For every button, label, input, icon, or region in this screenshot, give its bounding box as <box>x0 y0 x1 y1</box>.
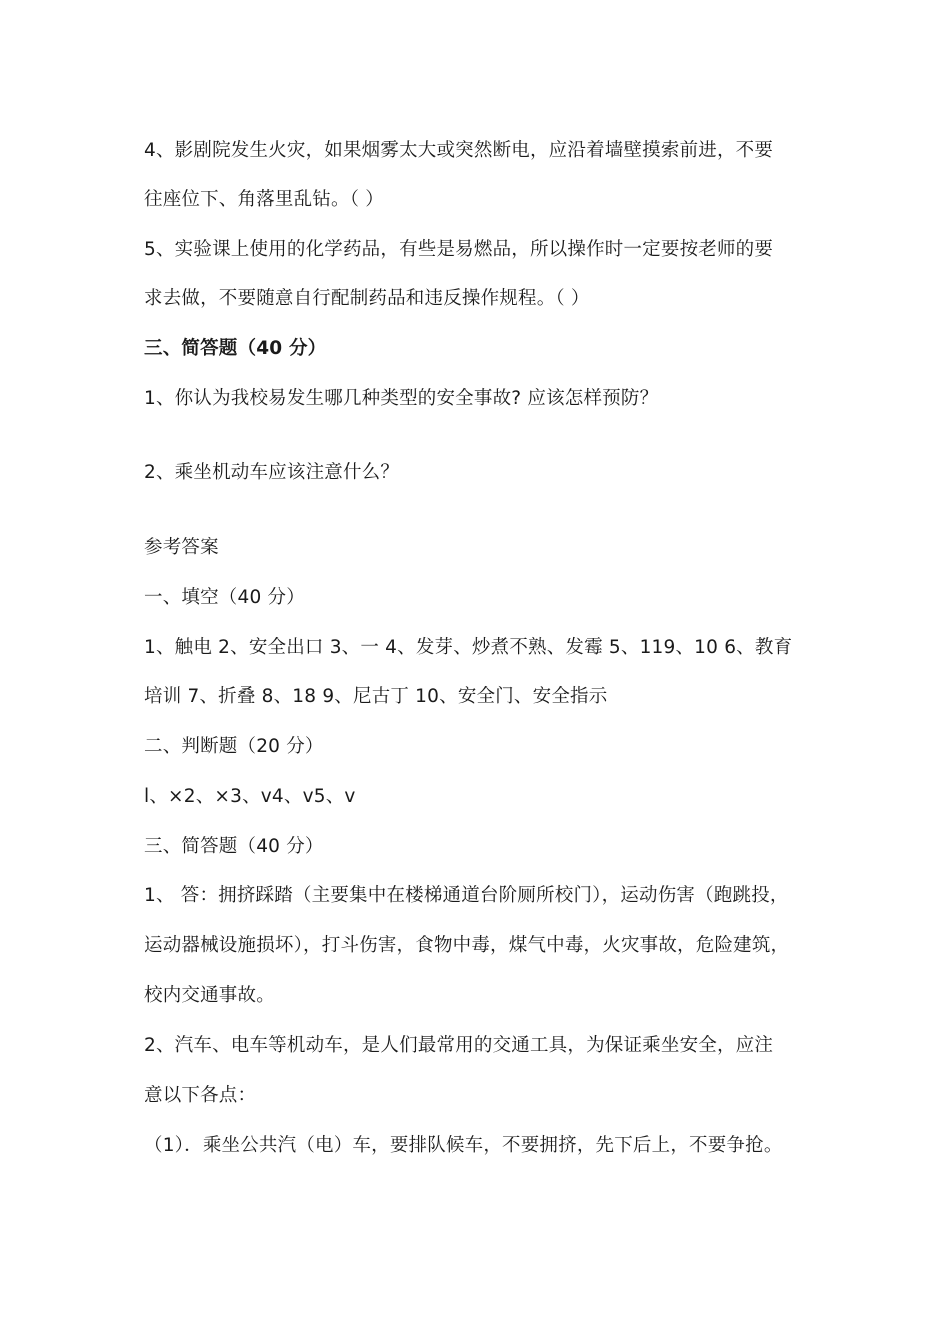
answer-section-3-line-2: 运动器械设施损坏），打斗伤害，食物中毒，煤气中毒，火灾事故，危险建筑， <box>144 935 790 956</box>
question-4-line-1: 4、影剧院发生火灾，如果烟雾太大或突然断电，应沿着墙壁摸索前进，不要 <box>144 140 774 161</box>
answer-section-3-line-5: 意以下各点： <box>144 1085 257 1106</box>
answer-section-1-line-2: 培训 7、折叠 8、18 9、尼古丁 10、安全门、安全指示 <box>144 686 608 707</box>
section-3-heading: 三、简答题（40 分） <box>144 338 327 359</box>
answer-section-1-heading: 一、填空（40 分） <box>144 587 305 608</box>
answer-section-1-line-1: 1、触电 2、安全出口 3、一 4、发芽、炒煮不熟、发霉 5、119、10 6、教育 <box>144 637 793 658</box>
answers-title: 参考答案 <box>144 537 219 558</box>
answer-section-3-line-3: 校内交通事故。 <box>144 985 275 1006</box>
question-5-line-2: 求去做，不要随意自行配制药品和违反操作规程。（ ） <box>144 288 590 309</box>
answer-section-3-line-6: （1）．乘坐公共汽（电）车，要排队候车，不要拥挤，先下后上，不要争抢。 <box>144 1135 783 1156</box>
question-5-line-1: 5、实验课上使用的化学药品，有些是易燃品，所以操作时一定要按老师的要 <box>144 239 774 260</box>
answer-section-2-heading: 二、判断题（20 分） <box>144 736 324 757</box>
answer-section-3-line-4: 2、汽车、电车等机动车，是人们最常用的交通工具，为保证乘坐安全，应注 <box>144 1035 774 1056</box>
short-answer-question-2: 2、乘坐机动车应该注意什么？ <box>144 462 400 483</box>
short-answer-question-1: 1、你认为我校易发生哪几种类型的安全事故? 应该怎样预防？ <box>144 388 659 409</box>
question-4-line-2: 往座位下、角落里乱钻。（ ） <box>144 189 384 210</box>
answer-section-3-line-1: 1、 答：拥挤踩踏（主要集中在楼梯通道台阶厕所校门），运动伤害（跑跳投， <box>144 885 789 906</box>
answer-section-3-heading: 三、简答题（40 分） <box>144 836 324 857</box>
answer-section-2-line: l、×2、×3、v4、v5、v <box>144 786 356 807</box>
